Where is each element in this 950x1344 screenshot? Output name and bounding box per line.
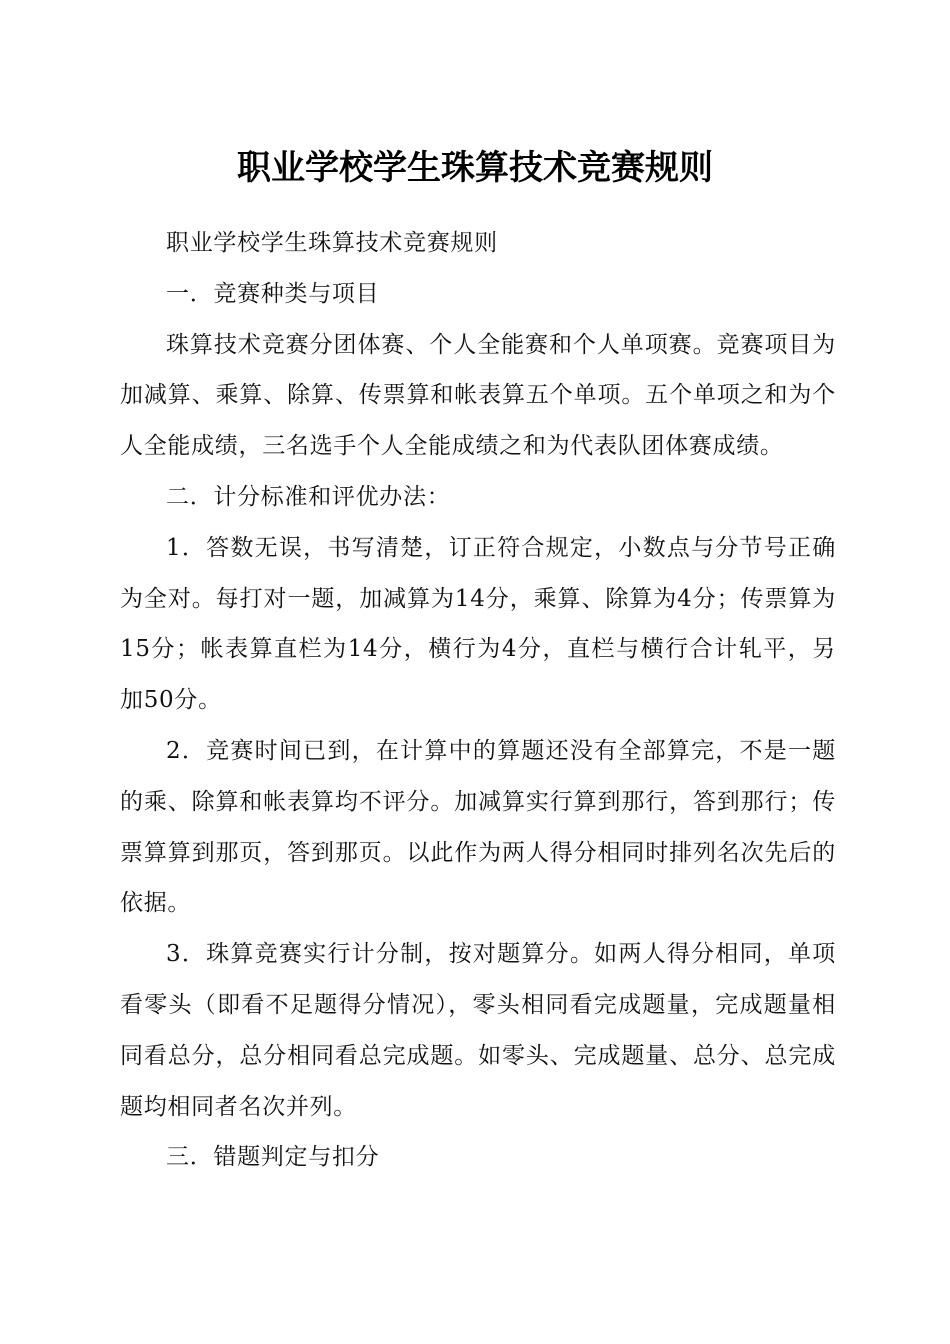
body-paragraph-scoring-rule-3: 3．珠算竞赛实行计分制，按对题算分。如两人得分相同，单项看零头（即看不足题得分情况），零头相同看完成题量，完成题量相同看总分，总分相同看总完成题。如零头、完成题量、总分、总完成题均相同者名次并列。 bbox=[120, 941, 836, 1120]
document-title: 职业学校学生珠算技术竞赛规则 bbox=[237, 148, 713, 188]
section-heading-scoring: 二．计分标准和评优办法： bbox=[166, 483, 451, 510]
body-paragraph-scoring-rule-2: 2．竞赛时间已到，在计算中的算题还没有全部算完，不是一题的乘、除算和帐表算均不评分。加减算实行算到那行，答到那行；传票算算到那页，答到那页。以此作为两人得分相同时排列名次先后的依据。 bbox=[120, 737, 836, 917]
body-paragraph-heading: 职业学校学生珠算技术竞赛规则 bbox=[166, 230, 498, 256]
document-body bbox=[120, 218, 836, 1183]
section-heading-competition-types: 一．竞赛种类与项目 bbox=[166, 280, 380, 307]
body-paragraph-scoring-rule-1: 1．答数无误，书写清楚，订正符合规定，小数点与分节号正确为全对。每打对一题，加减算为14分，乘算、除算为4分；传票算为15分；帐表算直栏为14分，横行为4分，直栏与横行合计轧平，另加50分。 bbox=[120, 534, 836, 714]
body-paragraph-competition-types: 珠算技术竞赛分团体赛、个人全能赛和个人单项赛。竞赛项目为加减算、乘算、除算、传票算和帐表算五个单项。五个单项之和为个人全能成绩，三名选手个人全能成绩之和为代表队团体赛成绩。 bbox=[120, 331, 836, 460]
section-heading-error-judgment: 三．错题判定与扣分 bbox=[166, 1144, 380, 1171]
